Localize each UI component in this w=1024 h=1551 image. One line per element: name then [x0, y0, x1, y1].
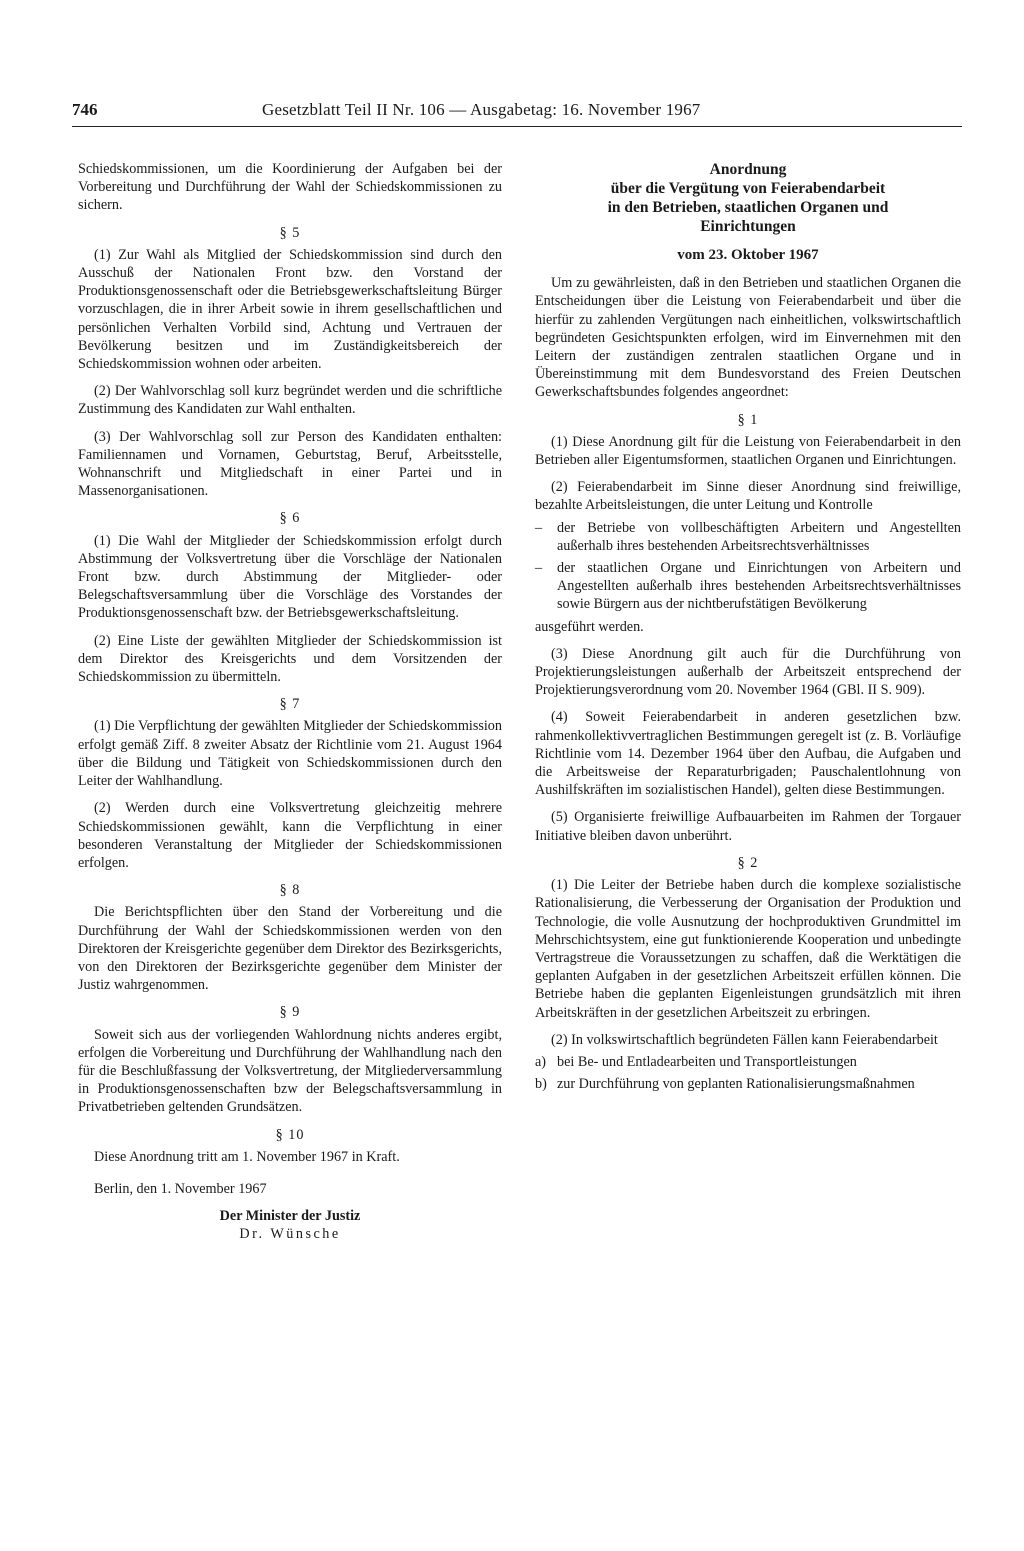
section-heading: § 5	[279, 224, 301, 241]
title-line: über die Vergütung von Feierabendarbeit	[610, 180, 886, 197]
list-text: bei Be- und Entladearbeiten und Transportleistungen	[557, 1053, 857, 1070]
paragraph: (5) Organisierte freiwillige Aufbauarbeiten im Rahmen der Torgauer Initiative bleiben davon unberührt.	[535, 809, 961, 844]
section-heading: § 9	[279, 1004, 301, 1021]
header-title: Gesetzblatt Teil II Nr. 106 — Ausgabetag: 16. November 1967	[262, 100, 701, 119]
paragraph: (4) Soweit Feierabendarbeit in anderen gesetzlichen bzw. rahmenkollektivvertraglichen Bestimmungen geregelt ist (z. B. Vorläufige Richtlinie vom 14. Dezember 1964 über den Aufbau, die Aufgaben und die Arbeitsweise der Reparaturbrigaden; Pauschalentlohnung von Aushilfskräften im sozialistischen Handel), gelten diese Bestimmungen.	[535, 709, 961, 799]
list-text: zur Durchführung von geplanten Rationalisierungsmaßnahmen	[557, 1076, 915, 1093]
paragraph: (2) In volkswirtschaftlich begründeten Fällen kann Feierabendarbeit	[551, 1031, 938, 1048]
signature-title: Der Minister der Justiz	[219, 1208, 361, 1225]
section-heading: § 10	[275, 1126, 305, 1143]
paragraph: Die Berichtspflichten über den Stand der Vorbereitung und die Durchführung der Wahl der Schiedskommissionen werden von den Direktoren der Kreisgerichte gegenüber dem Direktor des Bezirksgerichts, von den Direktoren der Bezirksgerichte gegenüber dem Minister der Justiz wahrgenommen.	[78, 904, 502, 994]
paragraph: (1) Die Leiter der Betriebe haben durch die komplexe sozialistische Rationalisierung, die Verbesserung der Organisation der Produktion und Technologie, die volle Ausnutzung der hochproduktiven Grundmittel im Mehrschichtsystem, eine gut funktionierende Kooperation und unbedingte Vertragstreue die Voraussetzungen zu schaffen, daß die Werktätigen die geplanten Aufgaben in der gesetzlichen Arbeitszeit erfüllen können. Die Betriebe haben die geplanten Eigenleistungen grundsätzlich mit ihren Arbeitskräften in der gesetzlichen Arbeitszeit zu erbringen.	[535, 877, 961, 1021]
section-heading: § 8	[279, 882, 301, 899]
list-marker: b)	[535, 1076, 547, 1093]
dash-marker: –	[535, 560, 543, 577]
ordinance-date: vom 23. Oktober 1967	[677, 247, 819, 263]
paragraph: (2) Werden durch eine Volksvertretung gleichzeitig mehrere Schiedskommissionen gewählt, kann die Verpflichtung in einer besonderen Veranstaltung der Mitglieder der Schiedskommissionen erfolgen.	[78, 800, 502, 871]
paragraph: (3) Diese Anordnung gilt auch für die Durchführung von Projektierungsleistungen außerhalb der Arbeitszeit entsprechend der Projektierungsverordnung vom 20. November 1964 (GBl. II S. 909).	[535, 645, 961, 699]
dash-item	[535, 559, 961, 614]
paragraph: (2) Eine Liste der gewählten Mitglieder der Schiedskommission ist dem Direktor des Kreisgerichts und dem Vorsitzenden der Schiedskommission zu übermitteln.	[78, 632, 502, 686]
paragraph: ausgeführt werden.	[535, 618, 644, 635]
dash-text: der staatlichen Organe und Einrichtungen von Arbeitern und Angestellten außerhalb ihres bestehenden Arbeitsrechtsverhältnisses sowie Bürgern aus der nichtberufstätigen Bevölkerung	[557, 560, 961, 613]
place-date: Berlin, den 1. November 1967	[94, 1180, 267, 1197]
list-item-a	[535, 1053, 961, 1071]
paragraph: (2) Feierabendarbeit im Sinne dieser Anordnung sind freiwillige, bezahlte Arbeitsleistungen, die unter Leitung und Kontrolle	[535, 479, 961, 514]
page-number: 746	[72, 100, 98, 119]
dash-item	[535, 519, 961, 555]
paragraph: (1) Diese Anordnung gilt für die Leistung von Feierabendarbeit in den Betrieben aller Eigentumsformen, staatlichen Organen und Einrichtungen.	[535, 433, 961, 469]
list-marker: a)	[535, 1053, 547, 1070]
right-column	[535, 160, 961, 1097]
paragraph: (1) Die Wahl der Mitglieder der Schiedskommission erfolgt durch Abstimmung der Volksvertretung über die Vorschläge der Nationalen Front bzw. durch Abstimmung der Mitglieder- oder Belegschaftsversammlung über die Vorschläge des Vorstandes der Produktionsgenossenschaft bzw. der Betriebsgewerkschaftsleitung.	[78, 532, 502, 622]
dash-marker: –	[535, 519, 543, 536]
ordinance-title	[535, 160, 961, 236]
section-heading: § 1	[737, 411, 759, 428]
section-heading: § 7	[279, 696, 301, 713]
section-heading: § 6	[279, 510, 301, 527]
paragraph: (1) Die Verpflichtung der gewählten Mitglieder der Schiedskommission erfolgt gemäß Ziff. 8 zweiter Absatz der Richtlinie vom 21. August 1964 über die Bildung und Tätigkeit von Schiedskommissionen durch den Leiter der Wahlhandlung.	[78, 718, 502, 790]
paragraph: Diese Anordnung tritt am 1. November 1967 in Kraft.	[94, 1148, 400, 1165]
left-column	[78, 160, 502, 1244]
paragraph: (3) Der Wahlvorschlag soll zur Person des Kandidaten enthalten: Familiennamen und Vornamen, Geburtstag, Beruf, Arbeitsstelle, Wohnanschrift und Mitgliedschaft in einer Partei und in Massenorganisationen.	[78, 428, 502, 500]
signature-name: Dr. Wünsche	[239, 1226, 341, 1243]
preamble: Um zu gewährleisten, daß in den Betrieben und staatlichen Organen die Entscheidungen über die Leistung von Feierabendarbeit und über die hierfür zu zahlenden Vergütungen nach einheitlichen, volkswirtschaftlich begründeten Gesichtspunkten erfolgen, wird im Einvernehmen mit den Leitern der zuständigen zentralen staatlichen Organe und in Übereinstimmung mit dem Bundesvorstand des Freien Deutschen Gewerkschaftsbundes folgendes angeordnet:	[535, 275, 961, 401]
page-header	[72, 100, 962, 127]
paragraph: (1) Zur Wahl als Mitglied der Schiedskommission sind durch den Ausschuß der Nationalen Front bzw. den Vorstand der Produktionsgenossenschaft oder die Betriebsgewerkschaftsleitung Bürger vorzuschlagen, die in ihrer Arbeit sowie in ihrem gesellschaftlichen und persönlichen Verhalten Vorbild sind, Achtung und Vertrauen der Bevölkerung besitzen und im Zuständigkeitsbereich der Schiedskommission wohnen oder arbeiten.	[78, 246, 502, 373]
title-line: Anordnung	[709, 161, 787, 178]
paragraph: Soweit sich aus der vorliegenden Wahlordnung nichts anderes ergibt, erfolgen die Vorbereitung und Durchführung der Wahlhandlung nach den für die Beschlußfassung der Volksvertretung, der Mitgliederversammlung in Produktionsgenossenschaften bzw der Belegschaftsversammlung in Privatbetrieben geltenden Grundsätzen.	[78, 1026, 502, 1116]
title-line: in den Betrieben, staatlichen Organen und	[607, 199, 889, 216]
section-heading: § 2	[737, 854, 759, 871]
intro-paragraph: Schiedskommissionen, um die Koordinierung der Aufgaben bei der Vorbereitung und Durchführung der Wahl der Schiedskommissionen zu sichern.	[78, 161, 502, 214]
paragraph: (2) Der Wahlvorschlag soll kurz begründet werden und die schriftliche Zustimmung des Kandidaten zur Wahl enthalten.	[78, 383, 502, 418]
list-item-b	[535, 1075, 961, 1093]
dash-text: der Betriebe von vollbeschäftigten Arbeitern und Angestellten außerhalb ihres bestehenden Arbeitsrechtsverhältnisses	[557, 519, 961, 554]
title-line: Einrichtungen	[700, 218, 796, 235]
